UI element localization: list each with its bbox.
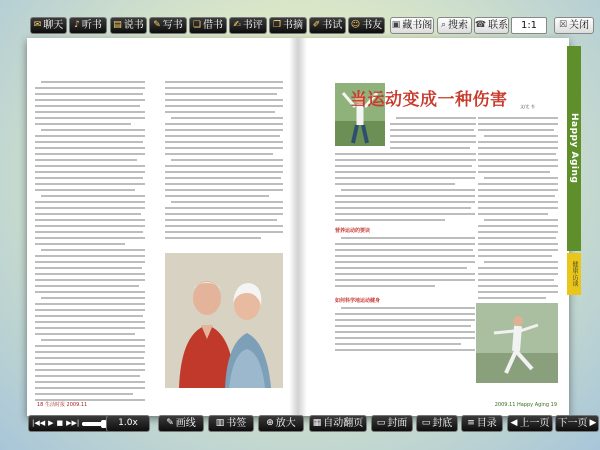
friends-icon: ☺ (350, 20, 361, 30)
read-icon: ▤ (113, 20, 122, 30)
backcover-icon: ▭ (421, 418, 431, 428)
playback-speed[interactable]: 1.0x (106, 415, 150, 432)
toc-label: 目录 (476, 418, 497, 429)
contact-icon: ☎ (474, 20, 487, 30)
stop-icon[interactable]: ■ (56, 419, 64, 427)
read-button[interactable] (110, 17, 147, 34)
exercise-photo-bottom (476, 303, 558, 383)
subheading-2: 如何科学地运动健身 (335, 298, 381, 304)
read-label: 说书 (123, 20, 144, 31)
search-icon: ⌕ (440, 20, 447, 30)
bookshelf-label: 藏书阁 (402, 20, 433, 31)
write-label: 写书 (162, 20, 183, 31)
next-page-button[interactable] (555, 415, 599, 432)
text-lines-2 (165, 78, 283, 248)
listen-button[interactable] (69, 17, 107, 34)
couple-photo (165, 253, 283, 388)
quiz-icon: ✐ (312, 20, 321, 30)
skip-forward-icon[interactable]: ▶▶| (66, 419, 80, 427)
text-lines-7 (335, 304, 475, 380)
auto-flip-button[interactable] (309, 415, 367, 432)
toc-button[interactable] (461, 415, 503, 432)
auto-flip-label: 自动翻页 (323, 418, 364, 429)
friends-button[interactable] (348, 17, 385, 34)
collect-label: 书摘 (283, 20, 304, 31)
review-label: 书评 (242, 20, 263, 31)
article-byline: 文/尤 书 (520, 104, 535, 109)
next-page-icon: ▶ (589, 418, 597, 428)
cover-label: 封面 (387, 418, 408, 429)
close-icon: ☒ (558, 20, 568, 30)
search-button[interactable] (437, 17, 472, 34)
bookmark-label: 书签 (226, 418, 247, 429)
prev-page-icon: ◀ (510, 418, 518, 428)
draw-line-label: 画线 (175, 418, 196, 429)
text-lines (35, 78, 145, 408)
write-button[interactable] (149, 17, 187, 34)
listen-label: 听书 (81, 20, 102, 31)
review-button[interactable] (229, 17, 267, 34)
zoom-icon: ⊕ (266, 418, 274, 428)
collect-icon: ❐ (272, 20, 282, 30)
collect-button[interactable] (269, 17, 307, 34)
borrow-button[interactable] (189, 17, 227, 34)
left-folio: 18 生活时报 2009.11 (37, 402, 88, 408)
quiz-button[interactable] (309, 17, 346, 34)
write-icon: ✎ (153, 20, 161, 30)
autoflip-icon: ▦ (312, 418, 322, 428)
right-folio: 2009.11 Happy Aging 19 (494, 402, 557, 408)
back-cover-label: 封底 (432, 418, 453, 429)
draw-line-button[interactable] (158, 415, 204, 432)
bookshelf-icon: ▣ (391, 20, 401, 30)
left-page[interactable] (27, 38, 298, 416)
subheading-1: 营养运动的要诀 (335, 228, 371, 234)
prev-page-button[interactable] (507, 415, 553, 432)
chat-button[interactable] (30, 17, 67, 34)
close-button[interactable] (554, 17, 594, 34)
article-title: 当运动变成一种伤害 (350, 90, 508, 110)
left-column-1 (35, 78, 145, 408)
top-toolbar (0, 0, 600, 40)
zoom-label: 放大 (275, 418, 296, 429)
listen-icon: ♪ (74, 20, 80, 30)
right-column-1 (335, 150, 475, 380)
zoom-button[interactable] (258, 415, 304, 432)
chat-icon: ✉ (33, 20, 42, 30)
skip-back-icon[interactable]: |◀◀ (32, 419, 46, 427)
friends-label: 书友 (362, 20, 383, 31)
next-page-label: 下一页 (557, 418, 588, 429)
section-tab (557, 46, 581, 251)
section-tab-label: Happy Aging (569, 113, 579, 184)
book-spread (27, 38, 579, 416)
page-indicator: 1:1 (511, 17, 547, 34)
borrow-icon: ❏ (192, 20, 202, 30)
left-column-2 (165, 78, 283, 248)
review-icon: ✍ (233, 20, 241, 30)
bookmark-icon: ▥ (215, 418, 225, 428)
back-cover-button[interactable] (416, 415, 458, 432)
bookshelf-button[interactable] (390, 17, 434, 34)
contact-label: 联系 (488, 20, 509, 31)
cover-button[interactable] (371, 415, 413, 432)
close-label: 关闭 (569, 20, 590, 31)
cover-icon: ▭ (376, 418, 386, 428)
contact-button[interactable] (474, 17, 509, 34)
play-icon[interactable]: ▶ (48, 419, 54, 427)
prev-page-label: 上一页 (519, 418, 550, 429)
toc-icon: ≡ (467, 418, 475, 428)
draw-icon: ✎ (166, 418, 174, 428)
quiz-label: 书试 (322, 20, 343, 31)
borrow-label: 借书 (203, 20, 224, 31)
search-label: 搜索 (448, 20, 469, 31)
bookmark-button[interactable] (208, 415, 254, 432)
section-tab-sub: Health (557, 137, 564, 160)
right-page[interactable] (298, 38, 579, 416)
chat-label: 聊天 (43, 20, 64, 31)
category-tab: 健康·访谈 (567, 253, 581, 295)
